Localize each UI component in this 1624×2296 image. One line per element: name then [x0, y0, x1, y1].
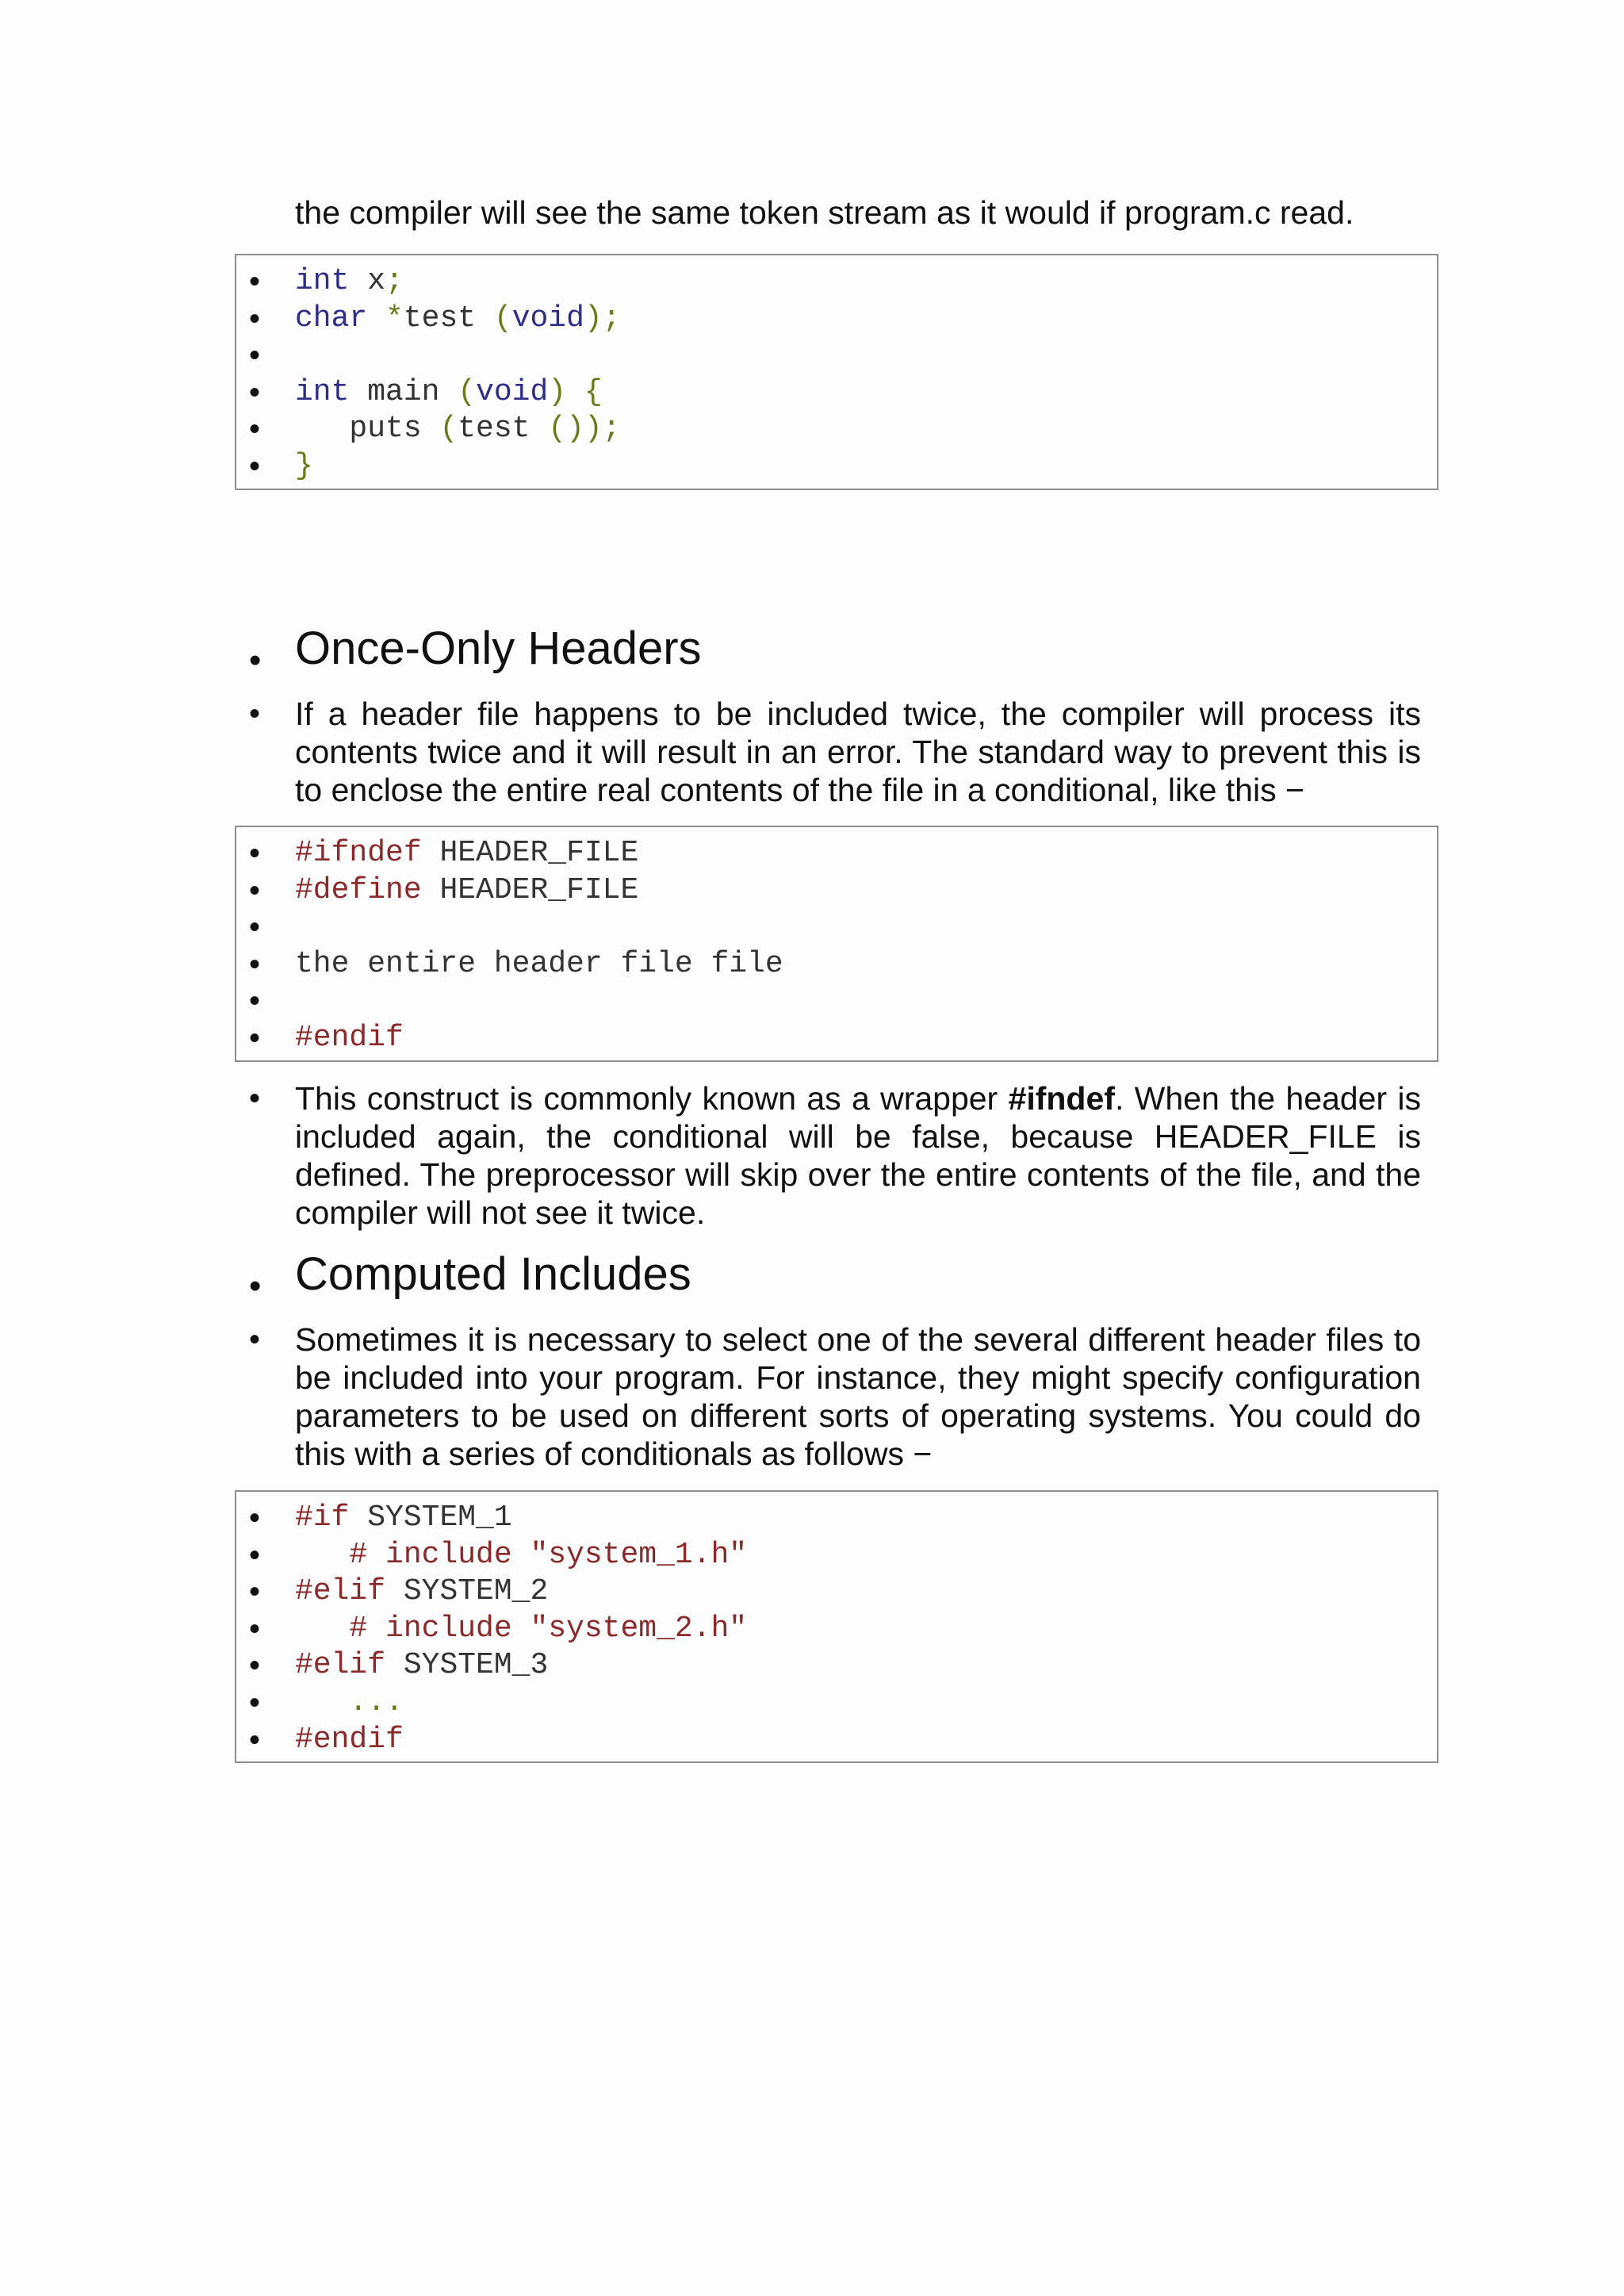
once-only-headers-paragraph: If a header file happens to be included twice, the compiler will process its contents twice and it will result in an error. The standard way to prevent this is to enclose the entire real contents of the file in a conditional, like this − [295, 696, 1421, 808]
code-token: * [385, 301, 404, 335]
bullet-marker: • [249, 264, 261, 299]
code-token: char [295, 301, 368, 335]
bullet-marker: • [249, 696, 261, 731]
heading-once-only-headers: Once-Only Headers [295, 623, 702, 674]
code-text [295, 448, 313, 485]
intro-text: the compiler will see the same token stream as it would if program.c read. [295, 194, 1354, 231]
bullet-marker: • [249, 872, 261, 908]
code-line [236, 946, 1437, 983]
code-token: "system_2.h" [530, 1611, 748, 1646]
bullet-marker: • [249, 1537, 261, 1573]
bullet-marker: • [249, 449, 261, 484]
code-token: int [295, 374, 350, 409]
bullet-marker: • [249, 1685, 261, 1720]
code-line [236, 301, 1437, 337]
code-text [295, 1573, 548, 1610]
bullet-marker: • [249, 910, 261, 945]
code-text [295, 1611, 747, 1647]
code-line [236, 835, 1437, 872]
code-token: x [349, 264, 386, 298]
code-token: SYSTEM_1 [349, 1501, 512, 1535]
code-text [295, 263, 404, 300]
bullet-marker: • [249, 338, 261, 374]
bullet-marker: • [249, 1648, 261, 1684]
bullet-marker: • [249, 946, 261, 982]
code-token: void [511, 301, 584, 335]
code-line [236, 1537, 1437, 1573]
wrapper-text-before: This construct is commonly known as a wrapper [295, 1080, 1009, 1117]
bullet-marker: • [249, 1574, 261, 1610]
bullet-marker: • [249, 301, 261, 336]
code-token: HEADER_FILE [421, 836, 639, 870]
code-token: #ifndef [295, 836, 422, 870]
ifndef-keyword: #ifndef [1008, 1080, 1115, 1117]
bullet-marker: • [249, 1081, 261, 1116]
bullet-marker: • [249, 983, 261, 1019]
code-token: puts [295, 412, 440, 447]
code-token: #endif [295, 1722, 404, 1757]
code-line [236, 1573, 1437, 1610]
code-token: "system_1.h" [530, 1537, 748, 1572]
code-token: #elif [295, 1648, 386, 1683]
code-token: ( [458, 374, 477, 409]
code-token: # include [295, 1537, 530, 1572]
code-text [295, 1722, 404, 1758]
code-text [295, 1685, 404, 1721]
wrapper-text-after: . When the header is included again, the conditional will be false, because HEADER_FILE is defined. The preprocessor will skip over the entire contents of the file, and the compiler will not see it twice. [295, 1080, 1421, 1231]
code-text [295, 1537, 747, 1573]
code-token: test [403, 301, 494, 335]
code-token: #elif [295, 1574, 386, 1609]
code-line [236, 983, 1437, 1019]
code-token: #if [295, 1501, 350, 1535]
code-token: # include [295, 1611, 530, 1646]
code-token: SYSTEM_2 [385, 1574, 549, 1609]
code-text [295, 1500, 512, 1536]
bullet-marker: • [249, 1722, 261, 1757]
code-text [295, 374, 603, 411]
code-token: #endif [295, 1021, 404, 1055]
code-text [295, 1647, 548, 1684]
code-token [566, 375, 584, 409]
code-line [236, 448, 1437, 485]
code-token: SYSTEM_3 [385, 1648, 549, 1683]
code-token: { [584, 374, 603, 409]
heading-computed-includes: Computed Includes [295, 1248, 691, 1300]
code-token: ); [584, 301, 621, 335]
bullet-marker: • [249, 641, 262, 680]
code-token: ) [548, 374, 567, 409]
bullet-marker: • [249, 1267, 262, 1305]
code-line [236, 1500, 1437, 1536]
code-token: int [295, 264, 350, 298]
code-line [236, 1647, 1437, 1684]
code-text [295, 946, 783, 983]
code-token: ()); [548, 412, 621, 447]
code-line [236, 1611, 1437, 1647]
bullet-marker: • [249, 1501, 261, 1535]
code-block-declarations [235, 254, 1438, 490]
code-block-computed-includes [235, 1490, 1438, 1763]
bullet-marker: • [249, 374, 261, 410]
code-line [236, 909, 1437, 945]
code-token: ; [385, 264, 404, 298]
bullet-marker: • [249, 1021, 261, 1056]
bullet-marker: • [249, 836, 261, 871]
code-line [236, 374, 1437, 411]
code-line [236, 1685, 1437, 1721]
code-text [295, 301, 621, 337]
bullet-marker: • [249, 1611, 261, 1646]
code-token: } [295, 449, 313, 483]
code-token: void [476, 374, 549, 409]
code-token: main [349, 374, 458, 409]
code-token: the entire header file file [295, 946, 783, 981]
bullet-marker: • [249, 1322, 261, 1357]
code-token: ( [493, 301, 512, 335]
code-block-ifndef-wrapper [235, 826, 1438, 1062]
code-text [295, 1020, 404, 1056]
code-token: ... [295, 1685, 404, 1719]
code-token: #define [295, 872, 422, 907]
code-text [295, 411, 621, 447]
code-line [236, 337, 1437, 374]
code-line [236, 411, 1437, 447]
code-text [295, 835, 638, 872]
code-token: HEADER_FILE [421, 872, 639, 907]
code-token: test [458, 412, 549, 447]
bullet-marker: • [249, 412, 261, 447]
code-token [367, 301, 385, 335]
code-line [236, 1020, 1437, 1056]
code-line [236, 872, 1437, 909]
computed-includes-paragraph: Sometimes it is necessary to select one of the several different header files to be included into your program. For instance, they might specify configuration parameters to be used on different sorts of operating systems. You could do this with a series of conditionals as follows − [295, 1321, 1421, 1472]
code-line [236, 263, 1437, 300]
code-line [236, 1722, 1437, 1758]
wrapper-paragraph [295, 1079, 1421, 1232]
code-token: ( [439, 412, 458, 447]
code-text [295, 872, 638, 909]
